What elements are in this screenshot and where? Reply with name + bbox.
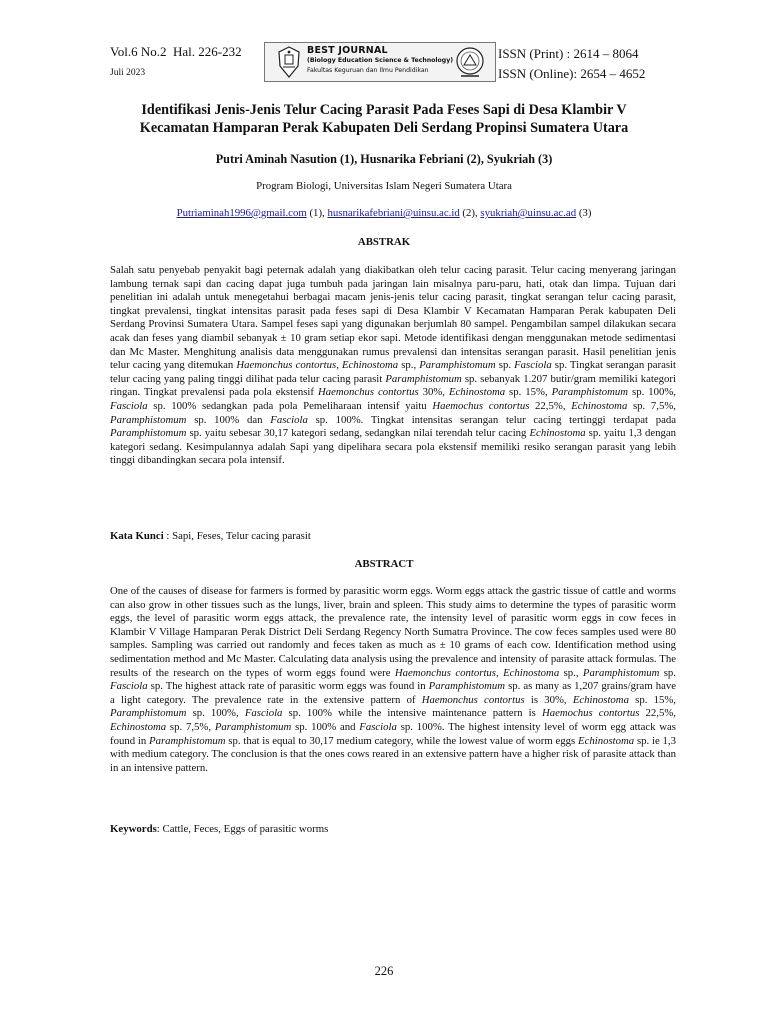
species-name: Echinostoma (578, 734, 635, 747)
species-name: Haemonchus contortus (394, 666, 496, 679)
volume: Vol.6 No.2 (110, 44, 167, 59)
text-run: sp. (495, 359, 515, 372)
issue-date: Juli 2023 (110, 68, 146, 78)
species-name: Paramphistomum (551, 386, 629, 399)
species-name: Fasciola (110, 680, 148, 693)
species-name: Echinostoma (448, 386, 506, 399)
issn-online: ISSN (Online): 2654 – 4652 (498, 66, 646, 81)
text-run: sp. 100% dan (186, 413, 271, 426)
abstrak-body (110, 264, 676, 468)
keywords-text: : Sapi, Feses, Telur cacing parasit (163, 530, 311, 542)
article-title (90, 101, 678, 137)
keywords-text: : Cattle, Feces, Eggs of parasitic worms (156, 823, 329, 835)
text-run: sp., (559, 666, 583, 679)
university-emblem-icon (277, 46, 301, 78)
text-run: 30%, (418, 386, 449, 399)
text-run: One of the causes of disease for farmers is formed by parasitic worm eggs. Worm eggs attack the gastric tissue of cattle and worms can also grow in other tissues such as the lungs, liver, brain and spleen. This study aims to determine the types of parasitic worm eggs, the level of parasitic worm eggs attack, the prevalence rate, the intensity level of parasitic worm eggs in cow feces in Klambir V Village Hamparan Perak District Deli Serdang Regency North Sumatra Province. The cow feces samples used were 80 samples. Sampling was carried out randomly and feces taken as much as ± 10 grams of each cow. Identification method using sedimentation method and Mc Master. Calculating data analysis using the prevalence and intensity of parasite attack formulas. The results of the research on the types of worm eggs found were (110, 585, 676, 679)
species-name: Haemonchus contortus (421, 693, 525, 706)
species-name: Paramphistomum (428, 680, 506, 693)
species-name: Haemonchus contortus (317, 386, 419, 399)
logo-faculty: Fakultas Keguruan dan Ilmu Pendidikan (307, 67, 429, 74)
author-emails (90, 207, 678, 219)
email-link-3[interactable]: syukriah@uinsu.ac.ad (480, 207, 577, 219)
email-suffix-1: (1), (306, 207, 328, 219)
text-run: sp. Tingkat serangan parasit telur cacing yang paling tinggi dilihat pada telur cacing parasit (110, 359, 677, 385)
text-run: 22,5%, (529, 399, 572, 412)
species-name: Paramphistomum (110, 427, 187, 440)
species-name: Paramphistomum (110, 707, 187, 720)
species-name: Echinostoma (341, 359, 399, 372)
species-name: Paramphistomum (582, 666, 660, 679)
abstract-keywords (110, 823, 328, 835)
text-run: sp. 100%, (628, 386, 676, 399)
authors: Putri Aminah Nasution (1), Husnarika Febriani (2), Syukriah (3) (215, 152, 553, 166)
text-run: sp. 100%. The highest intensity level of worm egg attack was found in (110, 720, 676, 747)
email-suffix-3: (3) (576, 207, 592, 219)
text-run: , (336, 359, 342, 372)
text-run: sp. 100%, (186, 707, 245, 720)
page-number: 226 (374, 964, 394, 978)
email-link-1[interactable]: Putriaminah1996@gmail.com (176, 207, 307, 219)
species-name: Echinostoma (110, 720, 167, 733)
text-run: Salah satu penyebab penyakit bagi peternak adalah yang diakibatkan oleh telur cacing parasit. Telur cacing menyerang jaringan lambung ternak sapi dan cacing dapat juga tumbuh pada jaringan lain misalnya paru-paru, hati, otak dan limpa. Tujuan dari penelitian ini adalah untuk menegetahui berbagai macam jenis-jenis telur cacing parasit, tingkat serangan telur cacing parasit, tingkat prevalensi, tingkat intensitas parasit pada feses sapi di Desa Klambir V Kecamatan Hamparan Perak kabupaten Deli Serdang Provinsi Sumatera Utara. Sampel feses sapi yang digunakan berjumlah 80 sampel. Pengambilan sampel dilakukan secara acak dan feses yang diambil sebanyak ± 10 gram setiap ekor sapi. Metode identifikasi dengan menggunakan metode sedimentasi dan Mc Master. Menghitung analisis data menggunakan rumus prevalensi dan intensitas serangan parasit. Hasil penelitian jenis telur cacing yang ditemukan (110, 264, 676, 372)
text-run: is 30%, (524, 693, 573, 706)
species-name: Haemochus contortus (432, 399, 530, 412)
text-run: sp. as many as 1,207 grains/gram have a light category. The prevalence rate in the extensive pattern of (110, 680, 676, 706)
volume-line (110, 44, 266, 60)
text-run: sp. 15%, (505, 386, 552, 399)
keywords-label: Keywords (110, 823, 157, 835)
logo-subtitle: (Biology Education Science & Technology) (307, 57, 454, 64)
title-line-1: Identifikasi Jenis-Jenis Telur Cacing Parasit Pada Feses Sapi di Desa Klambir V (141, 102, 627, 118)
text-run: sp. 100% sedangkan pada pola Pemeliharaan intensif yaitu (147, 399, 433, 412)
text-run: sp. 7,5%, (166, 720, 215, 733)
journal-logo (264, 42, 496, 82)
species-name: Fasciola (359, 720, 397, 733)
species-name: Fasciola (270, 413, 308, 426)
issn-print: ISSN (Print) : 2614 – 8064 (498, 46, 639, 61)
species-name: Fasciola (110, 399, 148, 412)
text-run: 22,5%, (639, 707, 676, 720)
journal-header (110, 42, 658, 84)
keywords-label: Kata Kunci (110, 530, 164, 542)
species-name: Echinostoma (503, 666, 560, 679)
text-run: sp. ie 1,3 with medium category. The conclusion is that the ones cows reared in an extensive pattern have a higher risk of parasite attack than in an intensive pattern. (110, 734, 676, 774)
species-name: Haemonchus contortus (236, 359, 337, 372)
species-name: Fasciola (244, 707, 283, 720)
abstrak-heading: ABSTRAK (357, 236, 411, 248)
header-right (498, 44, 645, 84)
abstract-heading: ABSTRACT (354, 558, 414, 570)
page-range: Hal. 226-232 (172, 44, 242, 59)
header-left (110, 44, 266, 80)
text-run: sp. 7,5%, (627, 399, 676, 412)
faculty-seal-icon (455, 46, 485, 78)
species-name: Paramphistomum (385, 372, 462, 385)
abstract-body (110, 585, 676, 775)
text-run: sp. 100% while the intensive maintenance pattern is (282, 707, 542, 720)
text-run: sp. (659, 666, 676, 679)
title-line-2: Kecamatan Hamparan Perak Kabupaten Deli Serdang Propinsi Sumatera Utara (139, 120, 629, 136)
species-name: Echinostoma (571, 399, 628, 412)
species-name: Haemochus contortus (541, 707, 640, 720)
email-link-2[interactable]: husnarikafebriani@uinsu.ac.id (327, 207, 460, 219)
affiliation: Program Biologi, Universitas Islam Negeri Sumatera Utara (256, 180, 512, 192)
species-name: Paramphistomum (149, 734, 226, 747)
text-run: sp. yaitu 1,3 dengan kategori sedang. Kesimpulannya adalah Sapi yang dipelihara secara pola ekstensif memiliki resiko serangan parasit yang lebih tinggi dibandingkan secara pola intensif. (110, 427, 676, 467)
logo-title: BEST JOURNAL (307, 45, 388, 56)
species-name: Paramphistomum (110, 413, 187, 426)
text-run: sp. sebanyak 1.207 butir/gram memiliki kategori ringan. Tingkat prevalensi pada pola ekstensif (110, 372, 676, 399)
text-run: sp. 100% and (291, 720, 360, 733)
text-run: sp. that is equal to 30,17 medium category, while the lowest value of worm eggs (225, 734, 578, 747)
text-run: sp. 15%, (628, 693, 676, 706)
text-run: sp. The highest attack rate of parasitic worm eggs was found in (147, 680, 429, 693)
species-name: Fasciola (514, 359, 552, 372)
species-name: Paramphistomum (214, 720, 292, 733)
text-run: sp. yaitu sebesar 30,17 kategori sedang, sedangkan nilai terendah telur cacing (186, 427, 530, 440)
text-run: sp. 100%. Tingkat intensitas serangan telur cacing tertinggi terdapat pada (307, 413, 676, 426)
species-name: Echinostoma (529, 427, 586, 440)
abstrak-keywords (110, 530, 311, 542)
text-run: , (495, 666, 504, 679)
email-suffix-2: (2), (459, 207, 481, 219)
text-run: sp., (398, 359, 420, 372)
species-name: Echinostoma (572, 693, 629, 706)
species-name: Paramphistomum (419, 359, 496, 372)
